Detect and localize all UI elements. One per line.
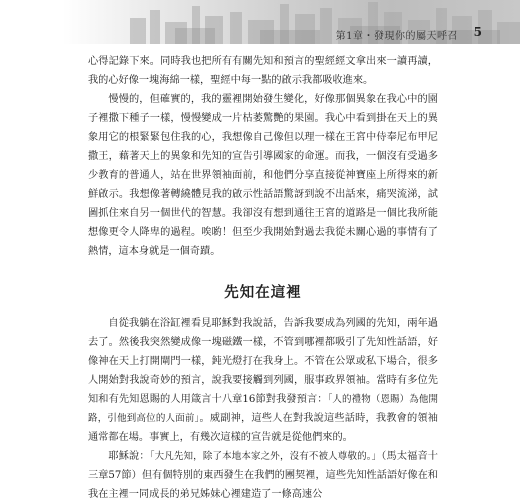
page-body bbox=[88, 52, 438, 500]
paragraph-text: 耶穌說： bbox=[108, 451, 150, 462]
paragraph-text: 。威副神，這些人在對我說這些話時，我教會的領袖通常都在場。事實上，有幾次這樣的宣告就是從他們來的。 bbox=[88, 413, 438, 443]
page-number: 5 bbox=[473, 25, 482, 39]
running-chapter-title: 第1章・發現你的屬天呼召 bbox=[335, 31, 458, 42]
scripture-quote: 「人的禮物（恩賜）為他開路，引他到高位的人面前」 bbox=[88, 394, 438, 424]
section-heading: 先知在這裡 bbox=[224, 284, 302, 301]
paragraph: 心得記錄下來。同時我也把所有有關先知和預言的聖經經文拿出來一讀再讀，我的心好像一塊海綿一樣，聖經中每一點的啟示我都吸收進來。 bbox=[88, 56, 438, 86]
paragraph-text: （馬太福音十三章57節）但有個特別的東西發生在我們的團契裡，這些先知性話語好像在和我在主裡一同成長的弟兄姊妹心裡建造了一條高速公 bbox=[88, 451, 438, 500]
scripture-quote: 「大凡先知，除了本地本家之外，沒有不被人尊敬的。」 bbox=[149, 451, 382, 462]
page-header-banner bbox=[0, 0, 520, 44]
paragraph bbox=[88, 447, 438, 500]
paragraph-text: 自從我躺在浴缸裡看見耶穌對我說話，告訴我要成為列國的先知，兩年過去了。然後我突然變成像一塊磁鐵一樣，不管到哪裡都吸引了先知性話語，好像神在天上打開閘門一樣，鈍光燈打在我身上。不管在公眾或私下場合，很多人開始對我說奇妙的預言，說我要接觸到列國，服事政界領袖。當時有多位先知和有先知恩賜的人用箴言十八章16節對我發預言： bbox=[88, 318, 438, 405]
paragraph: 慢慢的，但確實的，我的靈裡開始發生變化，好像那個異象在我心中的園子裡撒下種子一樣，慢慢變成一片枯萎驚艷的果園。我心中看到掛在天上的異象用它的根緊緊包住我的心，我想像自己像但以理一樣在王宮中侍奉尼布甲尼撒王，藉著天上的異象和先知的宣告引導國家的命運。而我，一個沒有受過多少教育的普通人，站在世界領袖面前，和他們分享直接從神寶座上所得來的新鮮啟示。我想像著轉繞體見我的啟示性話語驚訝到說不出話來，痛哭流涕，試圖抓住來自另一個世代的智慧。我卻沒有想到通往王宮的道路是一個比我所能想像更令人降卑的過程。唉喲！但至少我開始對過去我從未關心過的事情有了熱情，這本身就是一個奇蹟。 bbox=[88, 94, 438, 257]
paragraph bbox=[88, 314, 438, 447]
